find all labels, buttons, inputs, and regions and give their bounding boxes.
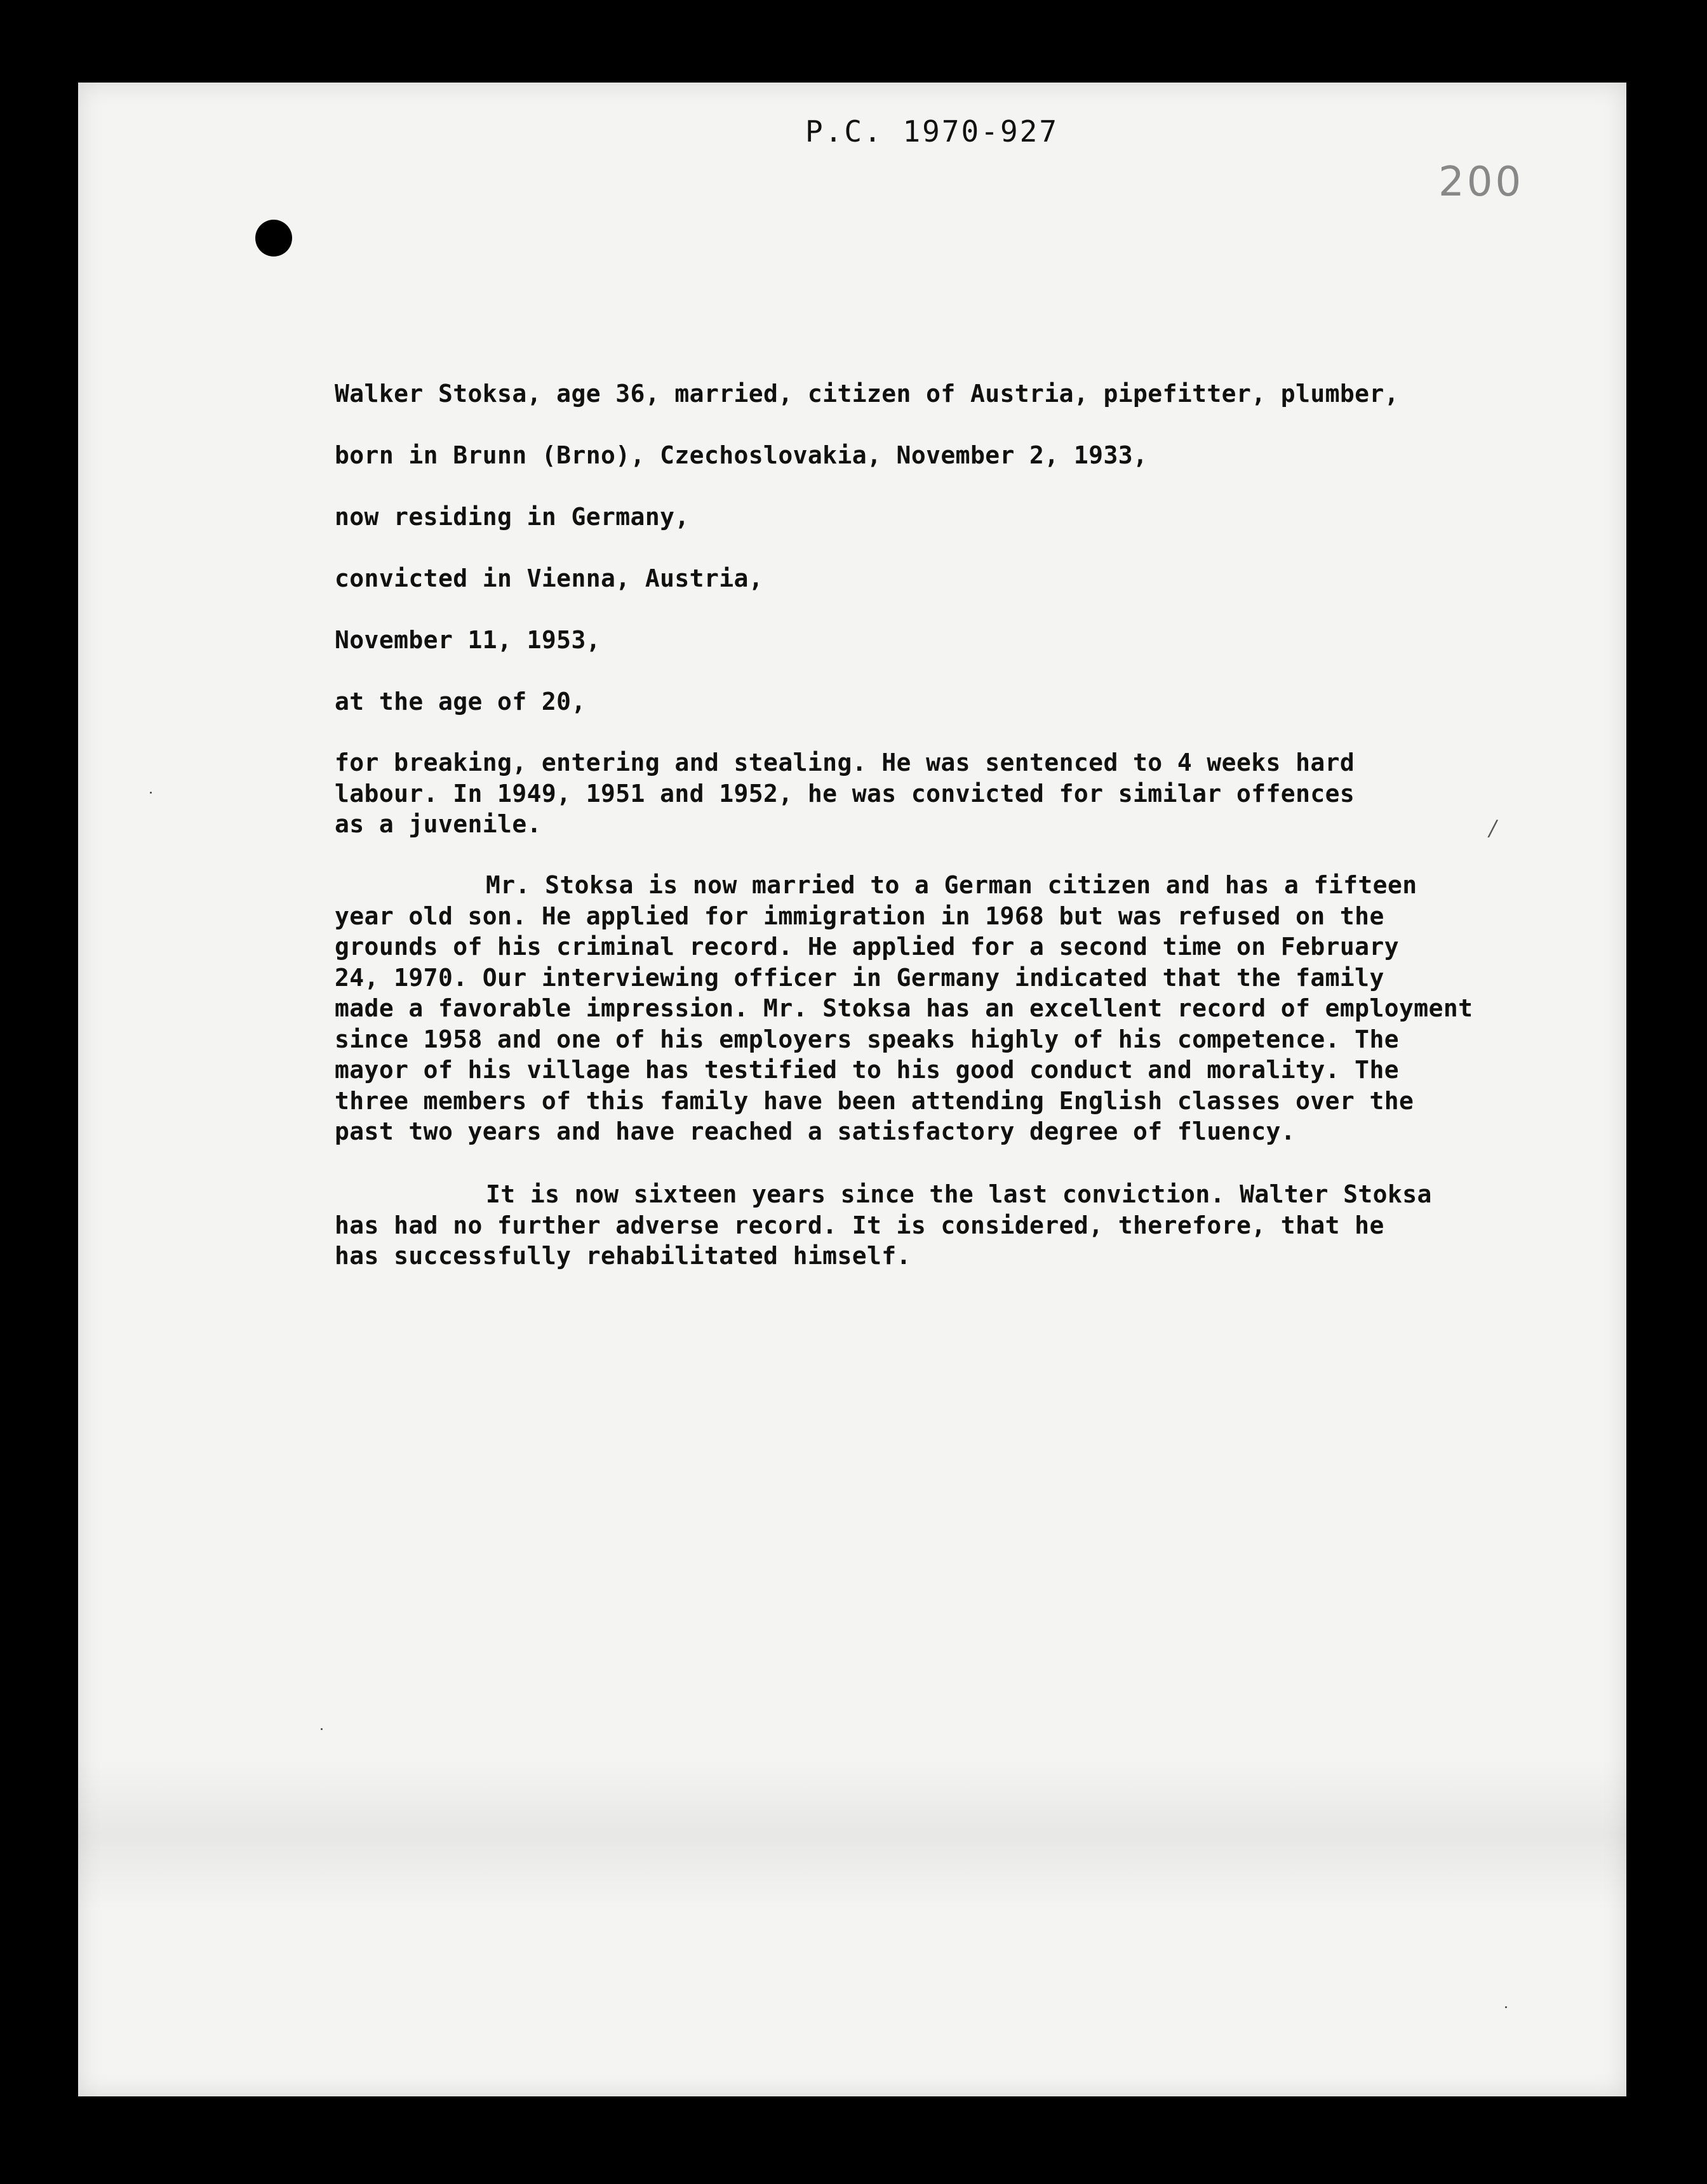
text-line: grounds of his criminal record. He applied for a second time on February: [335, 933, 1400, 961]
subject-line-conviction-place: convicted in Vienna, Austria,: [335, 564, 764, 592]
text-line: Mr. Stoksa is now married to a German citizen and has a fifteen: [486, 871, 1417, 899]
punch-hole: [255, 220, 292, 256]
subject-line-conviction-date: November 11, 1953,: [335, 626, 601, 654]
speck: [150, 792, 152, 794]
margin-mark: /: [1489, 816, 1497, 841]
text-line: three members of this family have been attending English classes over the: [335, 1086, 1414, 1115]
subject-line-age: at the age of 20,: [335, 688, 586, 716]
page-number: 200: [1438, 159, 1524, 206]
subject-line-name: Walker Stoksa, age 36, married, citizen of Austria, pipefitter, plumber,: [335, 380, 1400, 408]
subject-line-birth: born in Brunn (Brno), Czechoslovakia, November 2, 1933,: [335, 441, 1148, 469]
subject-line-residence: now residing in Germany,: [335, 503, 690, 531]
text-line: since 1958 and one of his employers speaks highly of his competence. The: [335, 1025, 1400, 1053]
text-line: has had no further adverse record. It is considered, therefore, that he: [335, 1211, 1384, 1239]
paragraph-conclusion: [335, 1179, 1432, 1272]
text-line: It is now sixteen years since the last conviction. Walter Stoksa: [486, 1180, 1432, 1208]
paragraph-offence: [335, 747, 1355, 840]
text-line: year old son. He applied for immigration in 1968 but was refused on the: [335, 902, 1384, 930]
text-line: as a juvenile.: [335, 810, 542, 838]
text-line: made a favorable impression. Mr. Stoksa has an excellent record of employment: [335, 994, 1473, 1022]
text-line: has successfully rehabilitated himself.: [335, 1242, 911, 1270]
scan-shading: [78, 1759, 1626, 1911]
speck: [1505, 2006, 1507, 2008]
file-reference: P.C. 1970-927: [805, 114, 1059, 149]
text-line: mayor of his village has testified to his good conduct and morality. The: [335, 1056, 1400, 1084]
speck: [321, 1728, 323, 1730]
text-line: for breaking, entering and stealing. He was sentenced to 4 weeks hard: [335, 749, 1355, 776]
text-line: 24, 1970. Our interviewing officer in Germany indicated that the family: [335, 963, 1384, 992]
text-line: past two years and have reached a satisfactory degree of fluency.: [335, 1117, 1296, 1145]
paragraph-background: [335, 870, 1473, 1147]
text-line: labour. In 1949, 1951 and 1952, he was convicted for similar offences: [335, 779, 1355, 808]
